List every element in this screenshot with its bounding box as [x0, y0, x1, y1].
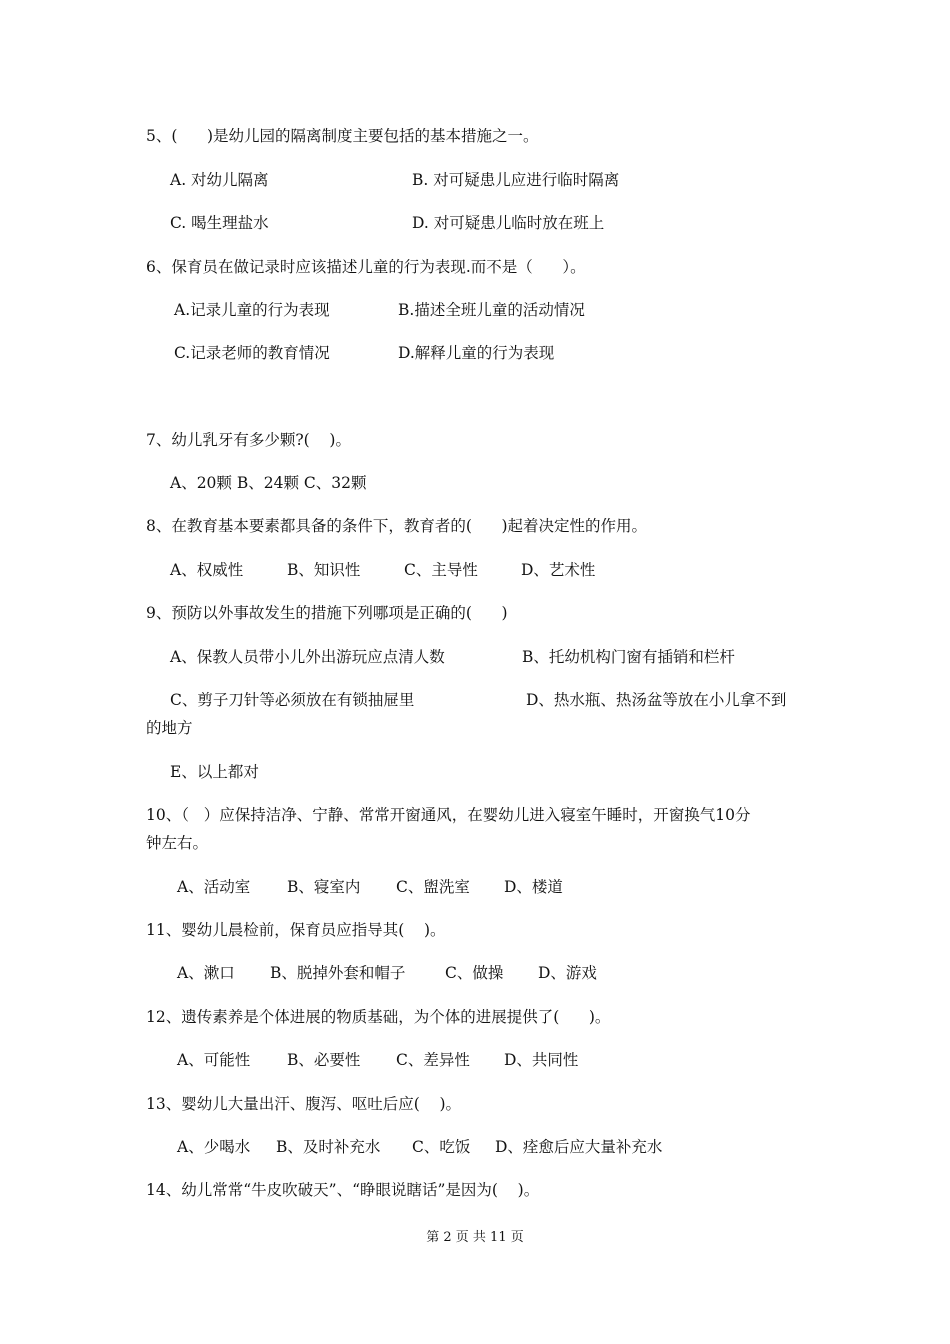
question-9-option-b: B、托幼机构门窗有插销和栏杆 [522, 648, 735, 666]
question-6-option-b: B.描述全班儿童的活动情况 [398, 301, 585, 319]
question-9-option-e: E、以上都对 [170, 763, 259, 781]
question-8-option-a: A、权威性 [170, 561, 244, 579]
question-14-stem: 14、幼儿常常“牛皮吹破天”、“睁眼说瞎话”是因为( )。 [146, 1181, 540, 1199]
question-6-option-c: C.记录老师的教育情况 [174, 344, 330, 362]
question-10-option-c: C、盥洗室 [396, 878, 470, 896]
question-6-stem: 6、保育员在做记录时应该描述儿童的行为表现.而不是（ ）。 [146, 258, 586, 276]
question-13-stem: 13、婴幼儿大量出汗、腹泻、呕吐后应( )。 [146, 1095, 462, 1113]
question-13-option-a: A、少喝水 [177, 1138, 251, 1156]
question-6-option-d: D.解释儿童的行为表现 [398, 344, 555, 362]
question-10-stem-continued: 钟左右。 [146, 834, 209, 852]
question-5-option-a: A. 对幼儿隔离 [170, 171, 269, 189]
question-8-option-b: B、知识性 [287, 561, 361, 579]
question-11-option-b: B、脱掉外套和帽子 [270, 964, 406, 982]
question-12-option-d: D、共同性 [504, 1051, 579, 1069]
question-9-option-d-continued: 的地方 [146, 719, 193, 737]
question-5-stem: 5、( )是幼儿园的隔离制度主要包括的基本措施之一。 [146, 127, 539, 145]
question-11-stem: 11、婴幼儿晨检前，保育员应指导其( )。 [146, 921, 446, 939]
question-13-option-b: B、及时补充水 [276, 1138, 381, 1156]
question-6-option-a: A.记录儿童的行为表现 [174, 301, 330, 319]
question-8-option-d: D、艺术性 [521, 561, 596, 579]
question-5-option-c: C. 喝生理盐水 [170, 214, 269, 232]
question-11-option-c: C、做操 [445, 964, 504, 982]
question-9-option-d: D、热水瓶、热汤盆等放在小儿拿不到 [526, 691, 787, 709]
question-5-option-b: B. 对可疑患儿应进行临时隔离 [412, 171, 620, 189]
question-9-option-a: A、保教人员带小儿外出游玩应点清人数 [170, 648, 445, 666]
question-12-stem: 12、遗传素养是个体进展的物质基础，为个体的进展提供了( )。 [146, 1008, 611, 1026]
question-9-option-c: C、剪子刀针等必须放在有锁抽屉里 [170, 691, 415, 709]
question-7-options: A、20颗 B、24颗 C、32颗 [170, 474, 367, 492]
question-13-option-c: C、吃饭 [412, 1138, 471, 1156]
question-7-stem: 7、幼儿乳牙有多少颗?( )。 [146, 431, 351, 449]
question-8-option-c: C、主导性 [404, 561, 478, 579]
question-11-option-a: A、漱口 [177, 964, 235, 982]
question-13-option-d: D、痊愈后应大量补充水 [495, 1138, 663, 1156]
question-8-stem: 8、在教育基本要素都具备的条件下，教育者的( )起着决定性的作用。 [146, 517, 648, 535]
question-12-option-c: C、差异性 [396, 1051, 470, 1069]
question-11-option-d: D、游戏 [538, 964, 597, 982]
question-10-stem: 10、（ ）应保持洁净、宁静、常常开窗通风，在婴幼儿进入寝室午睡时，开窗换气10分 [146, 806, 751, 824]
question-12-option-b: B、必要性 [287, 1051, 361, 1069]
question-9-stem: 9、预防以外事故发生的措施下列哪项是正确的( ) [146, 604, 508, 622]
page-number-footer: 第 2 页 共 11 页 [426, 1230, 524, 1245]
question-10-option-a: A、活动室 [177, 878, 251, 896]
question-5-option-d: D. 对可疑患儿临时放在班上 [412, 214, 605, 232]
question-10-option-d: D、楼道 [504, 878, 563, 896]
question-10-option-b: B、寝室内 [287, 878, 361, 896]
question-12-option-a: A、可能性 [177, 1051, 251, 1069]
